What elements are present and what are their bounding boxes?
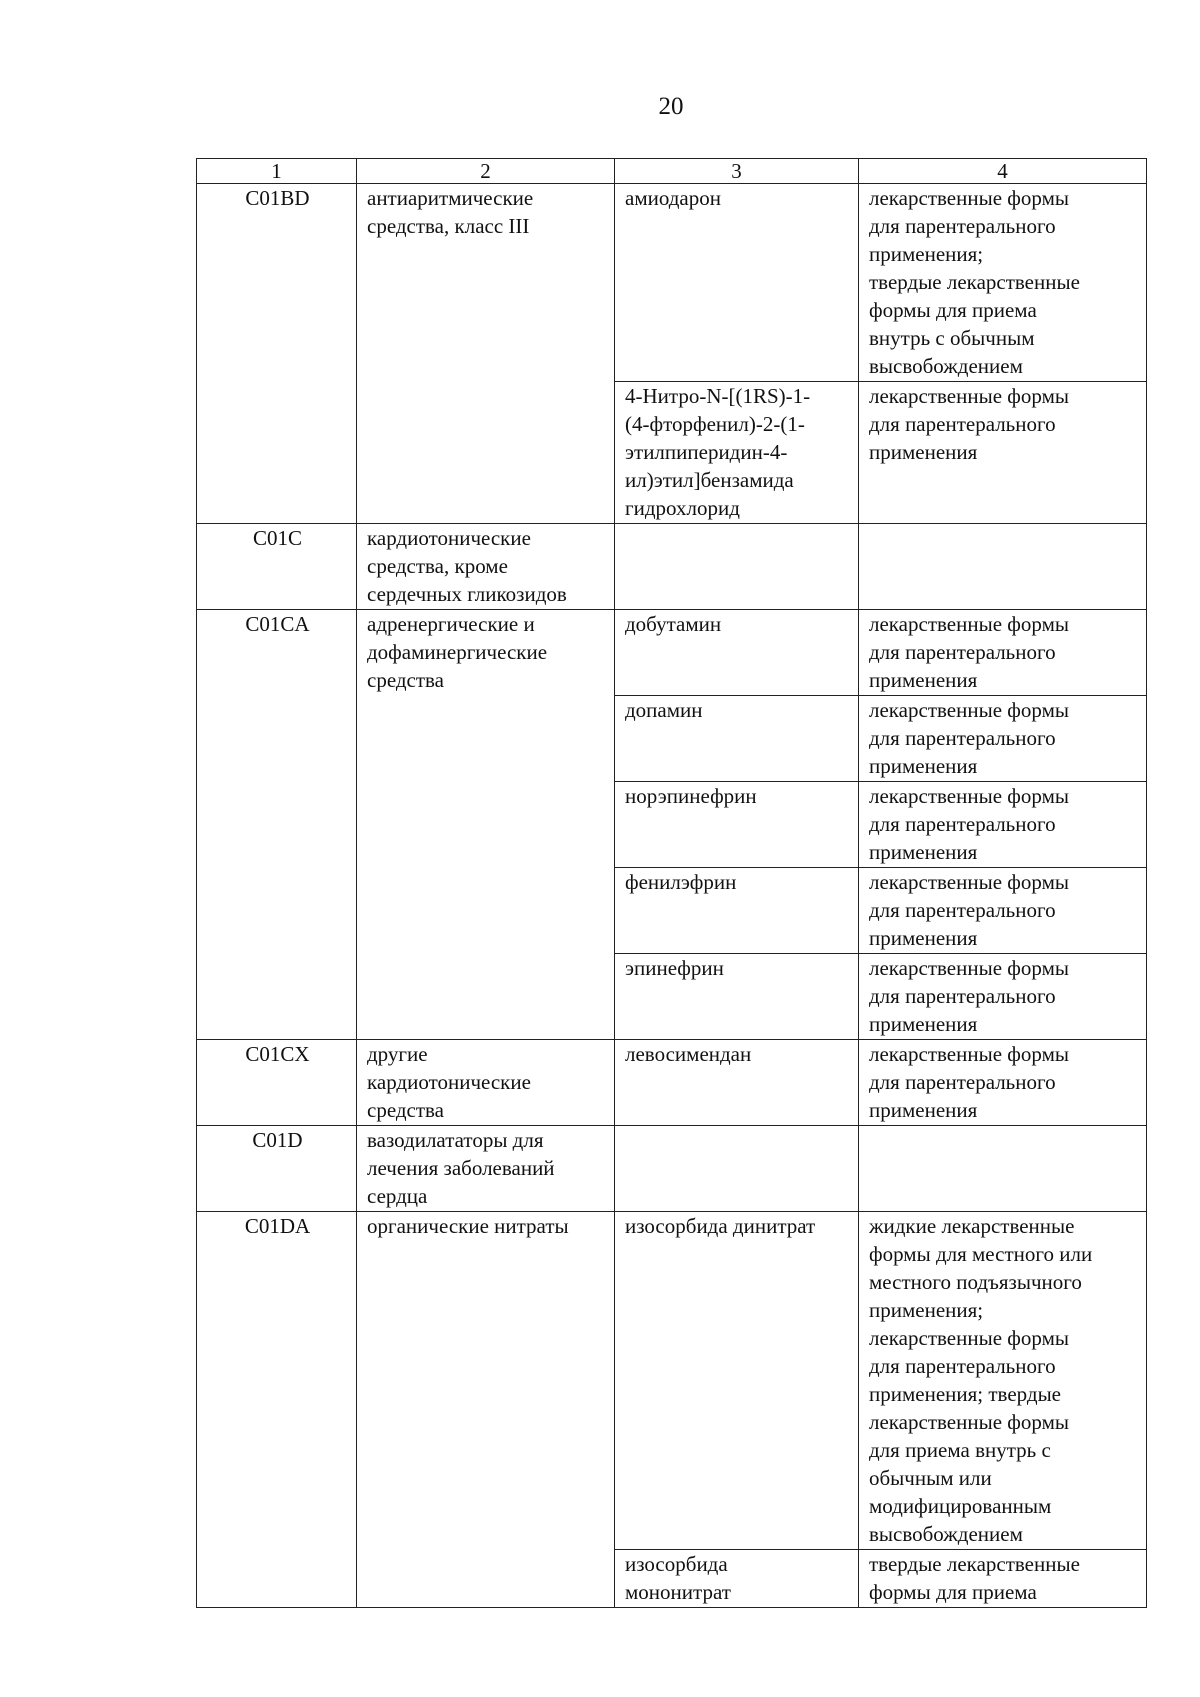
group-name-cell — [357, 610, 615, 1040]
dosage-forms-cell — [859, 184, 1147, 382]
group-name-cell — [357, 524, 615, 610]
cell-line: лекарственные формы — [869, 186, 1069, 210]
drug-name-cell — [615, 382, 859, 524]
dosage-forms-cell — [859, 1212, 1147, 1550]
dosage-forms-cell — [859, 1126, 1147, 1212]
cell-line: (4-фторфенил)-2-(1- — [625, 412, 805, 436]
cell-line: формы для приема — [869, 298, 1037, 322]
drug-name-cell — [615, 1550, 859, 1608]
cell-line: твердые лекарственные — [869, 1552, 1080, 1576]
table-row — [197, 610, 1147, 696]
cell-line: средства — [367, 1098, 445, 1122]
table-row — [197, 524, 1147, 610]
drug-name-cell — [615, 1212, 859, 1550]
cell-line: для парентерального — [869, 898, 1056, 922]
dosage-forms-cell — [859, 524, 1147, 610]
cell-line: применения — [869, 440, 978, 464]
cell-line: применения — [869, 1098, 978, 1122]
group-name-cell — [357, 1126, 615, 1212]
atc-code-cell: C01BD — [197, 184, 357, 524]
atc-code-cell: C01DA — [197, 1212, 357, 1608]
cell-line: дофаминергические — [367, 640, 548, 664]
cell-line: средства — [367, 668, 445, 692]
column-header: 3 — [615, 159, 859, 184]
cell-line: применения; — [869, 1298, 984, 1322]
drug-name-cell — [615, 610, 859, 696]
cell-line: твердые лекарственные — [869, 270, 1080, 294]
drug-name-cell — [615, 1040, 859, 1126]
drug-name-cell — [615, 184, 859, 382]
cell-line: для парентерального — [869, 1354, 1056, 1378]
cell-line: высвобождением — [869, 354, 1023, 378]
cell-line: этилпиперидин-4- — [625, 440, 788, 464]
column-header: 4 — [859, 159, 1147, 184]
cell-line: изосорбида — [625, 1552, 728, 1576]
group-name-cell — [357, 1040, 615, 1126]
cell-line: левосимендан — [625, 1042, 752, 1066]
cell-line: сердца — [367, 1184, 428, 1208]
atc-code-cell: C01CX — [197, 1040, 357, 1126]
dosage-forms-cell — [859, 954, 1147, 1040]
cell-line: лечения заболеваний — [367, 1156, 555, 1180]
dosage-forms-cell — [859, 696, 1147, 782]
cell-line: местного подъязычного — [869, 1270, 1082, 1294]
cell-line: лекарственные формы — [869, 1410, 1069, 1434]
cell-line: лекарственные формы — [869, 612, 1069, 636]
cell-line: лекарственные формы — [869, 1042, 1069, 1066]
cell-line: лекарственные формы — [869, 384, 1069, 408]
cell-line: органические нитраты — [367, 1214, 569, 1238]
cell-line: кардиотонические — [367, 1070, 531, 1094]
cell-line: жидкие лекарственные — [869, 1214, 1075, 1238]
drug-table — [196, 158, 1147, 1608]
atc-code-cell: C01D — [197, 1126, 357, 1212]
cell-line: мононитрат — [625, 1580, 731, 1604]
cell-line: вазодилататоры для — [367, 1128, 544, 1152]
dosage-forms-cell — [859, 610, 1147, 696]
cell-line: гидрохлорид — [625, 496, 740, 520]
cell-line: применения; — [869, 242, 984, 266]
cell-line: для парентерального — [869, 812, 1056, 836]
drug-name-cell — [615, 696, 859, 782]
cell-line: амиодарон — [625, 186, 721, 210]
cell-line: формы для приема — [869, 1580, 1037, 1604]
cell-line: применения; твердые — [869, 1382, 1061, 1406]
table-row — [197, 1040, 1147, 1126]
cell-line: средства, кроме — [367, 554, 508, 578]
cell-line: формы для местного или — [869, 1242, 1093, 1266]
cell-line: модифицированным — [869, 1494, 1052, 1518]
column-header: 1 — [197, 159, 357, 184]
cell-line: применения — [869, 840, 978, 864]
dosage-forms-cell — [859, 1040, 1147, 1126]
cell-line: применения — [869, 754, 978, 778]
cell-line: антиаритмические — [367, 186, 534, 210]
cell-line: средства, класс III — [367, 214, 530, 238]
cell-line: добутамин — [625, 612, 722, 636]
cell-line: фенилэфрин — [625, 870, 737, 894]
dosage-forms-cell — [859, 1550, 1147, 1608]
cell-line: для парентерального — [869, 214, 1056, 238]
cell-line: другие — [367, 1042, 428, 1066]
cell-line: ил)этил]бензамида — [625, 468, 794, 492]
cell-line: высвобождением — [869, 1522, 1023, 1546]
atc-code-cell: C01CA — [197, 610, 357, 1040]
drug-name-cell — [615, 868, 859, 954]
cell-line: лекарственные формы — [869, 784, 1069, 808]
cell-line: кардиотонические — [367, 526, 531, 550]
cell-line: для парентерального — [869, 640, 1056, 664]
drug-name-cell — [615, 954, 859, 1040]
page-number: 20 — [658, 93, 684, 120]
table-row — [197, 184, 1147, 382]
drug-name-cell — [615, 524, 859, 610]
cell-line: 4-Нитро-N-[(1RS)-1- — [625, 384, 811, 408]
cell-line: применения — [869, 668, 978, 692]
dosage-forms-cell — [859, 382, 1147, 524]
cell-line: для парентерального — [869, 726, 1056, 750]
dosage-forms-cell — [859, 868, 1147, 954]
table-row — [197, 1126, 1147, 1212]
cell-line: сердечных гликозидов — [367, 582, 567, 606]
cell-line: применения — [869, 1012, 978, 1036]
drug-name-cell — [615, 1126, 859, 1212]
cell-line: для приема внутрь с — [869, 1438, 1051, 1462]
cell-line: лекарственные формы — [869, 698, 1069, 722]
cell-line: лекарственные формы — [869, 1326, 1069, 1350]
cell-line: для парентерального — [869, 1070, 1056, 1094]
table-row — [197, 1212, 1147, 1550]
group-name-cell — [357, 184, 615, 524]
cell-line: изосорбида динитрат — [625, 1214, 816, 1238]
cell-line: лекарственные формы — [869, 870, 1069, 894]
cell-line: эпинефрин — [625, 956, 724, 980]
dosage-forms-cell — [859, 782, 1147, 868]
drug-name-cell — [615, 782, 859, 868]
cell-line: применения — [869, 926, 978, 950]
cell-line: для парентерального — [869, 412, 1056, 436]
cell-line: для парентерального — [869, 984, 1056, 1008]
cell-line: обычным или — [869, 1466, 992, 1490]
cell-line: адренергические и — [367, 612, 535, 636]
column-header: 2 — [357, 159, 615, 184]
cell-line: норэпинефрин — [625, 784, 757, 808]
cell-line: допамин — [625, 698, 703, 722]
table-header-row — [197, 159, 1147, 184]
cell-line: внутрь с обычным — [869, 326, 1035, 350]
cell-line: лекарственные формы — [869, 956, 1069, 980]
group-name-cell — [357, 1212, 615, 1608]
atc-code-cell: C01C — [197, 524, 357, 610]
